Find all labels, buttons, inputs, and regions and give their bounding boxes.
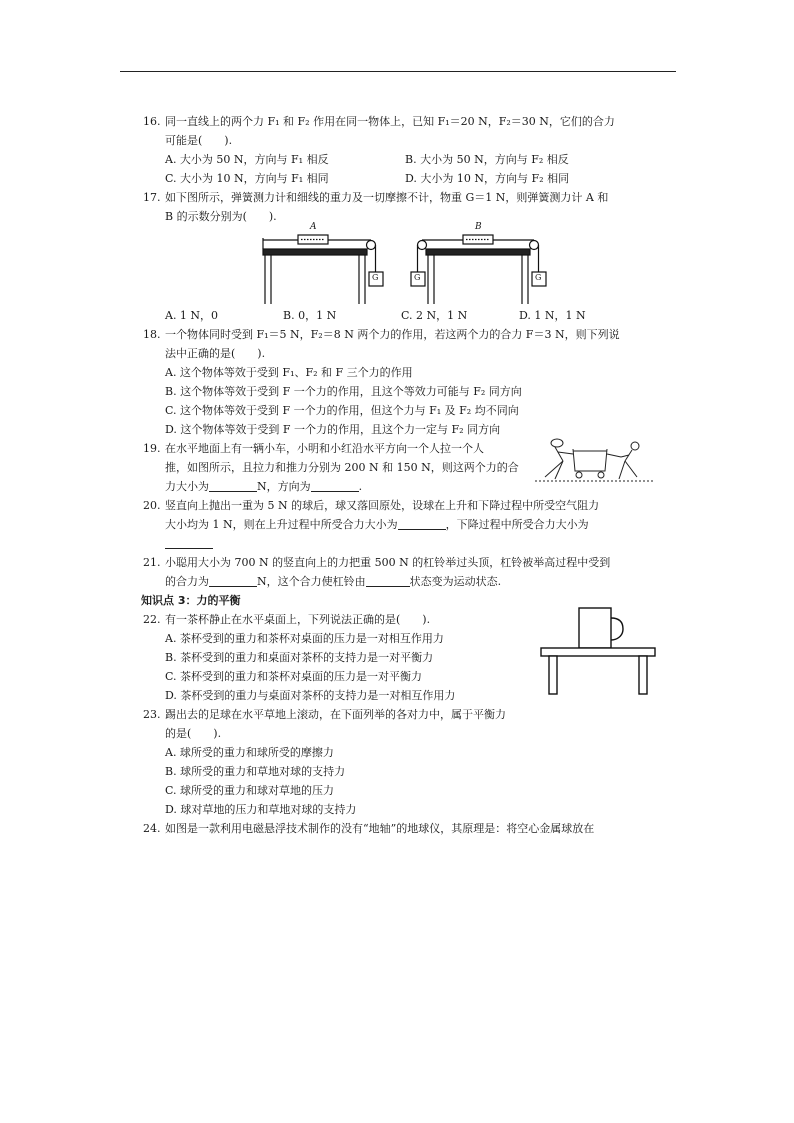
weight-g-label-1: G (372, 273, 379, 282)
q17-options (143, 306, 663, 325)
q24-number: 24. (143, 822, 161, 835)
q17-stem-line1 (143, 188, 663, 207)
q22-option-c: C. 茶杯受到的重力和茶杯对桌面的压力是一对平衡力 (165, 670, 423, 683)
q20-stem-line3 (143, 534, 663, 553)
q20-number: 20. (143, 499, 161, 512)
q24-stem-line1 (143, 819, 663, 838)
q18-option-c: C. 这个物体等效于受到 F 一个力的作用，但这个力与 F₁ 及 F₂ 均不同向 (165, 404, 519, 417)
cart-push-pull-illustration (535, 437, 655, 485)
q18-stem-line2: 法中正确的是( ). (165, 347, 266, 360)
q21-text-a: 的合力为 (165, 575, 209, 588)
q21-number: 21. (143, 556, 161, 569)
q19-blank-magnitude[interactable] (209, 479, 257, 492)
q20-stem-line2 (143, 515, 663, 534)
q19-text-b: N，方向为 (257, 480, 311, 493)
q21-text-b: N，这个合力使杠铃由 (257, 575, 366, 588)
q17-stem: 如下图所示，弹簧测力计和细线的重力及一切摩擦不计，物重 G＝1 N，则弹簧测力计 A 和 (165, 191, 609, 204)
q22-number: 22. (143, 613, 161, 626)
q20-text-a: 大小均为 1 N，则在上升过程中所受合力大小为 (165, 518, 398, 531)
q19-blank-direction[interactable] (311, 479, 359, 492)
header-rule (120, 71, 676, 72)
teacup-on-table-diagram (539, 602, 657, 696)
q16-number: 16. (143, 115, 161, 128)
q21-stem-line1 (143, 553, 663, 572)
q16-options-row1 (143, 150, 663, 169)
q17-option-c: C. 2 N，1 N (401, 309, 468, 322)
weight-g-label-2: G (414, 273, 421, 282)
q22-option-d: D. 茶杯受到的重力与桌面对茶杯的支持力是一对相互作用力 (165, 689, 456, 702)
q17-option-b: B. 0，1 N (283, 309, 337, 322)
scale-a-label: A (310, 222, 317, 232)
q19-stem-line2: 推，如图所示，且拉力和推力分别为 200 N 和 150 N，则这两个力的合 (165, 461, 519, 474)
q18-option-b: B. 这个物体等效于受到 F 一个力的作用，且这个等效力可能与 F₂ 同方向 (165, 385, 522, 398)
q19-number: 19. (143, 442, 161, 455)
q22-stem: 有一茶杯静止在水平桌面上，下列说法正确的是( ). (165, 613, 431, 626)
q19-stem: 在水平地面上有一辆小车，小明和小红沿水平方向一个人拉一个人 (165, 442, 484, 455)
q21-stem: 小聪用大小为 700 N 的竖直向上的力把重 500 N 的杠铃举过头顶，杠铃被举高过程中受到 (165, 556, 611, 569)
q16-options-row2 (143, 169, 663, 188)
q19-block (143, 439, 663, 496)
q17-stem-line2: B 的示数分别为( ). (165, 210, 277, 223)
q21-text-c: 状态变为运动状态. (409, 575, 502, 588)
worksheet (143, 112, 663, 838)
weight-g-label-3: G (535, 273, 542, 282)
q20-stem: 竖直向上抛出一重为 5 N 的球后，球又落回原处，设球在上升和下降过程中所受空气阻力 (165, 499, 600, 512)
q16-stem: 同一直线上的两个力 F₁ 和 F₂ 作用在同一物体上，已知 F₁＝20 N，F₂＝30 N，它们的合力 (165, 115, 615, 128)
q17-figure (143, 222, 663, 306)
q16-option-d: D. 大小为 10 N，方向与 F₂ 相同 (405, 172, 570, 185)
q16-option-b: B. 大小为 50 N，方向与 F₂ 相反 (405, 153, 569, 166)
q24-stem: 如图是一款利用电磁悬浮技术制作的没有“地轴”的地球仪，其原理是：将空心金属球放在 (165, 822, 595, 835)
q21-blank-force[interactable] (209, 574, 257, 587)
q18-option-a: A. 这个物体等效于受到 F₁、F₂ 和 F 三个力的作用 (165, 366, 413, 379)
q23-stem-line1 (143, 705, 663, 724)
q17-option-d: D. 1 N，1 N (519, 309, 586, 322)
q18-number: 18. (143, 328, 161, 341)
q19-text-c: . (358, 480, 363, 493)
spring-scale-tables-diagram (143, 226, 663, 306)
q20-blank-down[interactable] (165, 536, 213, 549)
q17-number: 17. (143, 191, 161, 204)
q16-stem-line1 (143, 112, 663, 131)
q23-stem: 踢出去的足球在水平草地上滚动，在下面列举的各对力中，属于平衡力 (165, 708, 506, 721)
q22-option-a: A. 茶杯受到的重力和茶杯对桌面的压力是一对相互作用力 (165, 632, 444, 645)
section-heading-force-balance: 知识点 3：力的平衡 (141, 594, 241, 607)
q22-block (143, 610, 663, 705)
q23-option-d: D. 球对草地的压力和草地对球的支持力 (165, 803, 357, 816)
table-b (411, 235, 546, 304)
q16-stem-line2: 可能是( ). (165, 134, 233, 147)
q23-option-a: A. 球所受的重力和球所受的摩擦力 (165, 746, 334, 759)
q18-stem-line1 (143, 325, 663, 344)
q21-blank-state[interactable] (366, 574, 410, 587)
q20-text-b: ，下降过程中所受合力大小为 (445, 518, 589, 531)
q21-stem-line2 (143, 572, 663, 591)
q18-stem: 一个物体同时受到 F₁＝5 N，F₂＝8 N 两个力的作用，若这两个力的合力 F＝3 N，则下列说 (165, 328, 620, 341)
q23-option-b: B. 球所受的重力和草地对球的支持力 (165, 765, 346, 778)
q17-option-a: A. 1 N，0 (165, 309, 219, 322)
q22-option-b: B. 茶杯受到的重力和桌面对茶杯的支持力是一对平衡力 (165, 651, 434, 664)
table-a (263, 235, 383, 304)
q18-option-d: D. 这个物体等效于受到 F 一个力的作用，且这个力一定与 F₂ 同方向 (165, 423, 501, 436)
q16-option-a: A. 大小为 50 N，方向与 F₁ 相反 (165, 153, 329, 166)
q19-text-a: 力大小为 (165, 480, 209, 493)
q20-blank-up[interactable] (398, 517, 446, 530)
q23-stem-line2: 的是( ). (165, 727, 222, 740)
q20-stem-line1 (143, 496, 663, 515)
q23-option-c: C. 球所受的重力和球对草地的压力 (165, 784, 335, 797)
q16-option-c: C. 大小为 10 N，方向与 F₁ 相同 (165, 172, 329, 185)
scale-b-label: B (475, 222, 482, 232)
q23-number: 23. (143, 708, 161, 721)
